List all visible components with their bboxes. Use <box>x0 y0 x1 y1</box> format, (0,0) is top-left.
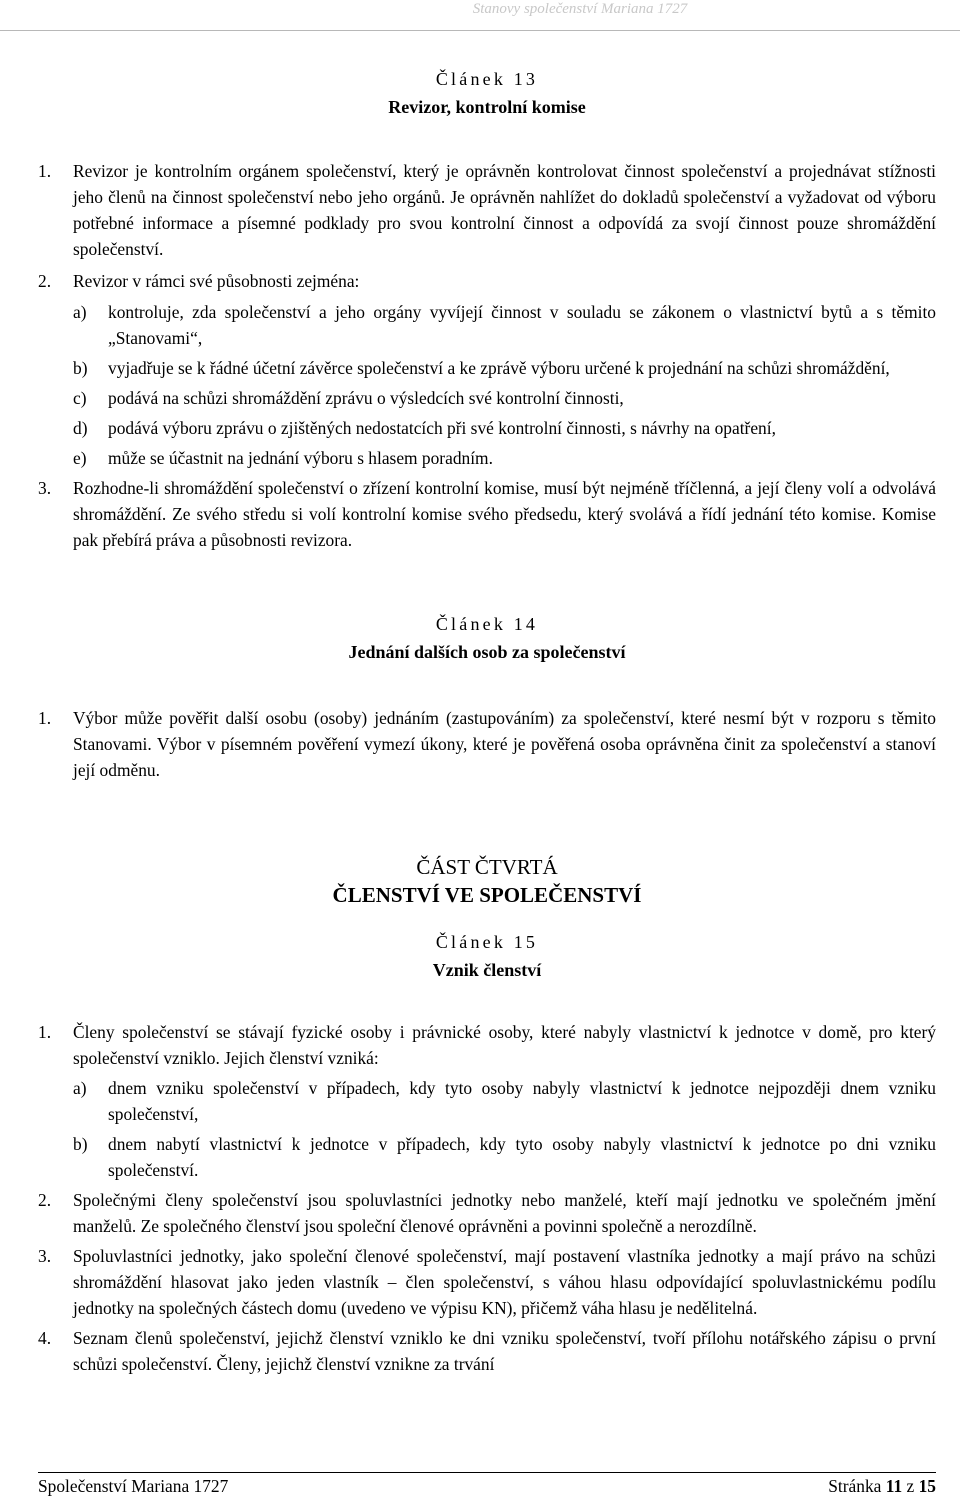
item-text: dnem nabytí vlastnictví k jednotce v případech, kdy tyto osoby nabyly vlastnictví k jednotce po dni vzniku společenství. <box>108 1134 936 1180</box>
part-title: ČLENSTVÍ VE SPOLEČENSTVÍ <box>332 883 642 907</box>
list-item <box>38 1131 936 1183</box>
item-text: může se účastnit na jednání výboru s hlasem poradním. <box>108 448 493 468</box>
item-text: vyjadřuje se k řádné účetní závěrce společenství a ke zprávě výboru určené k projednání na schůzi shromáždění, <box>108 358 890 378</box>
item-text: podává výboru zprávu o zjištěných nedostatcích při své kontrolní činnosti, s návrhy na opatření, <box>108 418 776 438</box>
paragraph-number: 2. <box>38 1190 52 1210</box>
paragraph-text: Spoluvlastníci jednotky, jako společní členové společenství, mají postavení vlastníka jednotky a mají právo na schůzi shromáždění hlasovat jako jeden vlastník – člen společenství, s váhou hlasu odpovídající spoluvlastnickému podílu jednotky na společných částech domu (uvedeno ve výpisu KN), přičemž váha hlasu je nedělitelná. <box>73 1246 936 1318</box>
paragraph-text: Revizor v rámci své působnosti zejména: <box>73 271 360 291</box>
list-item <box>38 385 936 411</box>
page-total: 15 <box>918 1476 936 1496</box>
page-word: Stránka <box>828 1476 882 1496</box>
header-rule <box>0 30 960 31</box>
article-15-heading: Článek 15 <box>435 932 539 952</box>
paragraph-text: Revizor je kontrolním orgánem společenství, který je oprávněn kontrolovat činnost společenství a projednávat stížnosti jeho členů na činnost společenství nebo jeho orgánů. Je oprávněn nahlížet do dokladů společenství a vyžadovat od výboru potřebné informace a písemné podklady pro svou kontrolní činnost a odpovídá za svojí činnost pouze shromáždění společenství. <box>73 161 936 259</box>
article-15-paragraph-4 <box>38 1325 936 1377</box>
item-letter: b) <box>73 358 88 378</box>
item-letter: a) <box>73 1078 87 1098</box>
list-item <box>38 445 936 471</box>
article-14-heading: Článek 14 <box>435 614 539 634</box>
article-13-paragraph-2 <box>38 268 936 294</box>
item-letter: c) <box>73 388 87 408</box>
page-of: z <box>906 1476 915 1496</box>
article-13-paragraph-3 <box>38 475 936 553</box>
item-letter: b) <box>73 1134 88 1154</box>
page-number: 11 <box>885 1476 903 1496</box>
paragraph-text: Výbor může pověřit další osobu (osoby) jednáním (zastupováním) za společenství, které nesmí být v rozporu s těmito Stanovami. Výbor v písemném pověření vymezí úkony, které je pověřená osoba oprávněna činit za společenství a stanoví její odměnu. <box>73 708 936 780</box>
paragraph-number: 3. <box>38 478 52 498</box>
footer-rule <box>38 1472 936 1473</box>
footer-left-title: Společenství Mariana 1727 <box>38 1476 229 1496</box>
list-item <box>38 299 936 351</box>
paragraph-text: Členy společenství se stávají fyzické osoby i právnické osoby, které nabyly vlastnictví k jednotce v domě, pro který společenství vzniklo. Jejich členství vzniká: <box>73 1022 936 1068</box>
document-body <box>38 66 936 1377</box>
list-item <box>38 415 936 441</box>
item-letter: e) <box>73 448 87 468</box>
paragraph-number: 1. <box>38 161 52 181</box>
item-letter: d) <box>73 418 88 438</box>
article-15-paragraph-3 <box>38 1243 936 1321</box>
item-text: dnem vzniku společenství v případech, kdy tyto osoby nabyly vlastnictví k jednotce nejpozději dnem vzniku společenství, <box>108 1078 936 1124</box>
paragraph-number: 3. <box>38 1246 52 1266</box>
paragraph-text: Seznam členů společenství, jejichž členství vzniklo ke dni vzniku společenství, tvoří přílohu notářského zápisu o první schůzi společenství. Členy, jejichž členství vznikne za trvání <box>73 1328 936 1374</box>
item-text: podává na schůzi shromáždění zprávu o výsledcích své kontrolní činnosti, <box>108 388 624 408</box>
paragraph-text: Rozhodne-li shromáždění společenství o zřízení kontrolní komise, musí být nejméně tříčlenná, a její členy volí a odvolává shromáždění. Ze svého středu si volí kontrolní komise svého předsedu, který svolává a řídí jednání této komise. Komise pak přebírá práva a působnosti revizora. <box>73 478 936 550</box>
page-counter <box>828 1474 936 1498</box>
article-15-paragraph-1 <box>38 1019 936 1071</box>
list-item <box>38 1075 936 1127</box>
paragraph-number: 1. <box>38 1022 52 1042</box>
item-text: kontroluje, zda společenství a jeho orgány vyvíjejí činnost v souladu se zákonem o vlastnictví bytů a s těmito „Stanovami“, <box>108 302 936 348</box>
part-heading: ČÁST ČTVRTÁ <box>416 855 558 879</box>
page-footer <box>38 1474 936 1498</box>
running-title: Stanovy společenství Mariana 1727 <box>472 1 688 17</box>
article-15-paragraph-2 <box>38 1187 936 1239</box>
item-letter: a) <box>73 302 87 322</box>
list-item <box>38 355 936 381</box>
article-15-title: Vznik členství <box>432 960 542 980</box>
paragraph-number: 1. <box>38 708 52 728</box>
article-13-title: Revizor, kontrolní komise <box>388 97 586 117</box>
paragraph-text: Společnými členy společenství jsou spoluvlastníci jednotky nebo manželé, kteří mají jednotku ve společném jmění manželů. Ze společného členství jsou společní členové oprávněni a povinni společně a nerozdílně. <box>73 1190 936 1236</box>
article-13-heading: Článek 13 <box>435 69 539 89</box>
article-14-title: Jednání dalších osob za společenství <box>348 642 626 662</box>
article-14-paragraph-1 <box>38 705 936 783</box>
paragraph-number: 4. <box>38 1328 52 1348</box>
running-header <box>0 0 960 18</box>
article-13-paragraph-1 <box>38 158 936 262</box>
paragraph-number: 2. <box>38 271 52 291</box>
